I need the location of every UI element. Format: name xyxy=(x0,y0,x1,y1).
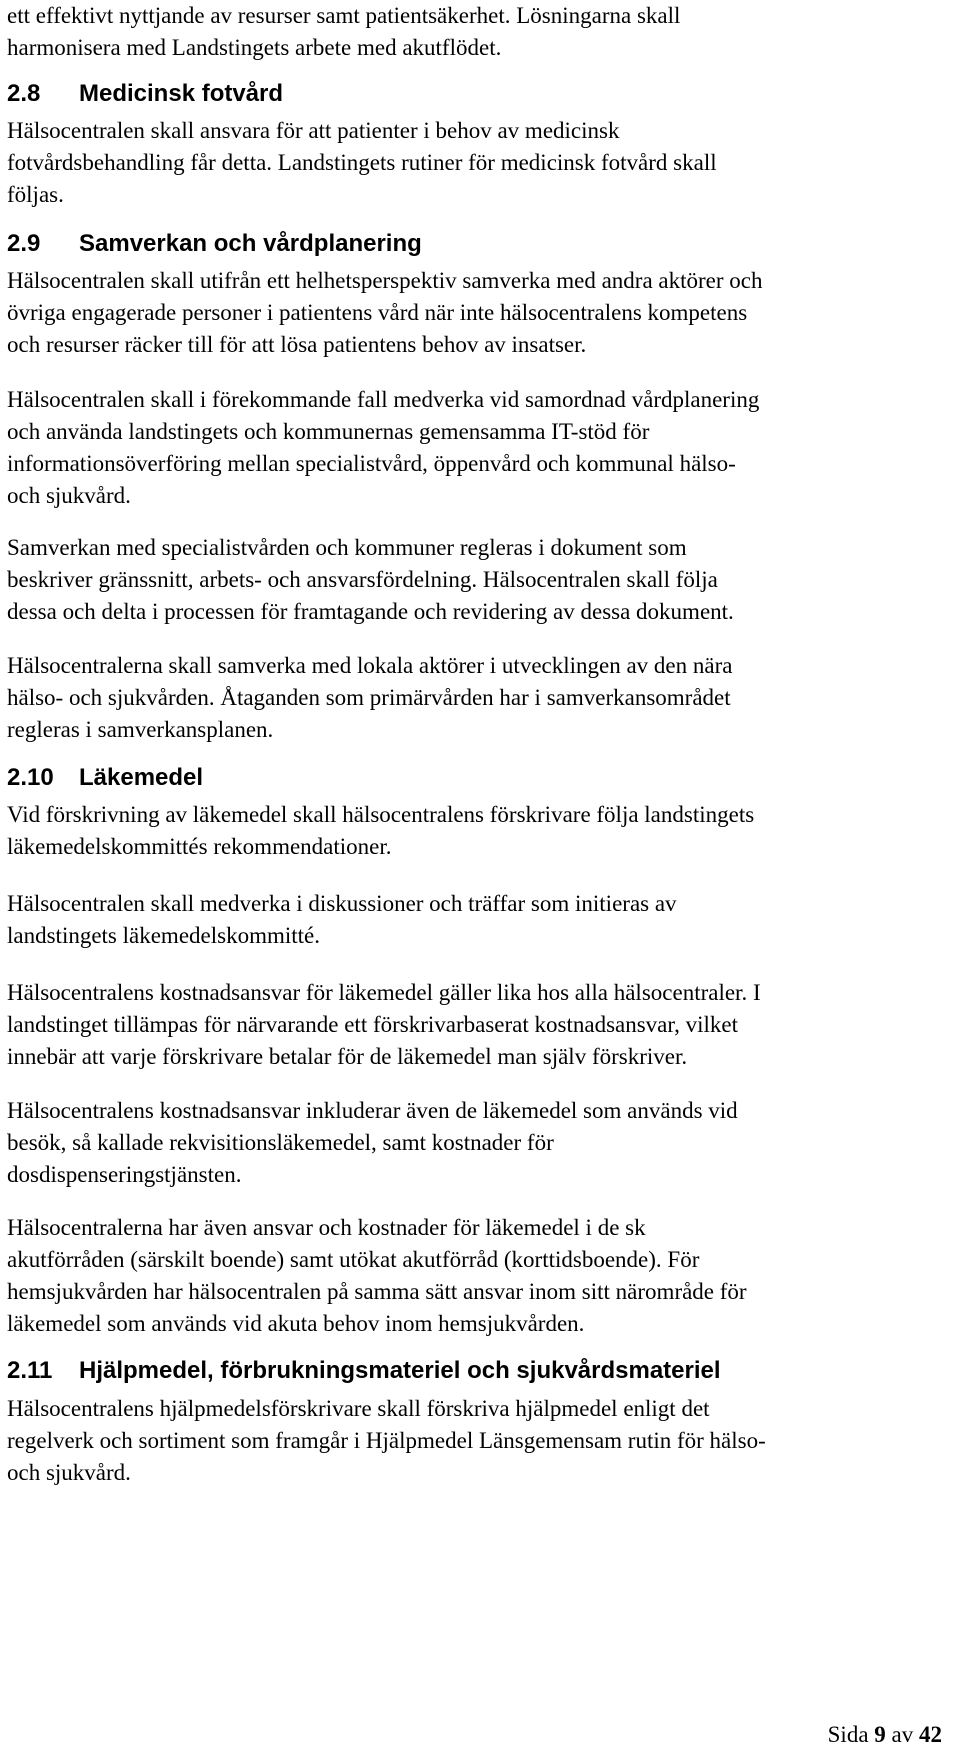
text-line: ett effektivt nyttjande av resurser samt patientsäkerhet. Lösningarna skall xyxy=(7,3,681,28)
text-line: hemsjukvården har hälsocentralen på samma sätt ansvar inom sitt närområde för xyxy=(7,1279,747,1304)
intro-paragraph xyxy=(7,0,947,64)
text-line: dosdispenseringstjänsten. xyxy=(7,1162,242,1187)
text-line: Hälsocentralerna har även ansvar och kostnader för läkemedel i de sk xyxy=(7,1215,646,1240)
page-current: 9 xyxy=(874,1722,886,1747)
section-number: 2.10 xyxy=(7,764,54,791)
text-line: läkemedel som används vid akuta behov inom hemsjukvården. xyxy=(7,1311,585,1336)
text-line: Vid förskrivning av läkemedel skall hälsocentralens förskrivare följa landstingets xyxy=(7,802,755,827)
text-line: fotvårdsbehandling får detta. Landstingets rutiner för medicinsk fotvård skall xyxy=(7,150,717,175)
section-title: Hjälpmedel, förbrukningsmateriel och sjukvårdsmateriel xyxy=(79,1357,721,1384)
paragraph xyxy=(7,1393,947,1489)
text-line: besök, så kallade rekvisitionsläkemedel, samt kostnader för xyxy=(7,1130,554,1155)
section-heading-2-9 xyxy=(7,229,947,259)
text-line: akutförråden (särskilt boende) samt utökat akutförråd (korttidsboende). För xyxy=(7,1247,700,1272)
paragraph xyxy=(7,532,947,628)
section-number: 2.9 xyxy=(7,230,41,257)
text-line: Hälsocentralen skall utifrån ett helhetsperspektiv samverka med andra aktörer och xyxy=(7,268,763,293)
text-line: hälso- och sjukvården. Åtaganden som primärvården har i samverkansområdet xyxy=(7,685,731,710)
text-line: Hälsocentralen skall ansvara för att patienter i behov av medicinsk xyxy=(7,118,620,143)
text-line: Hälsocentralens kostnadsansvar för läkemedel gäller lika hos alla hälsocentraler. I xyxy=(7,980,761,1005)
page-number-footer xyxy=(828,1719,942,1751)
text-line: Hälsocentralen skall i förekommande fall medverka vid samordnad vårdplanering xyxy=(7,387,760,412)
page-total: 42 xyxy=(919,1722,942,1747)
text-line: och använda landstingets och kommunernas gemensamma IT-stöd för xyxy=(7,419,650,444)
text-line: och sjukvård. xyxy=(7,483,131,508)
section-number: 2.11 xyxy=(7,1357,53,1384)
section-heading-2-8 xyxy=(7,79,947,109)
text-line: harmonisera med Landstingets arbete med akutflödet. xyxy=(7,35,502,60)
text-line: dessa och delta i processen för framtagande och revidering av dessa dokument. xyxy=(7,599,734,624)
paragraph xyxy=(7,1212,947,1340)
paragraph xyxy=(7,384,947,512)
text-line: regelverk och sortiment som framgår i Hjälpmedel Länsgemensam rutin för hälso- xyxy=(7,1428,766,1453)
paragraph xyxy=(7,888,947,952)
section-title: Medicinsk fotvård xyxy=(79,80,284,107)
text-line: regleras i samverkansplanen. xyxy=(7,717,274,742)
text-line: Hälsocentralens hjälpmedelsförskrivare skall förskriva hjälpmedel enligt det xyxy=(7,1396,710,1421)
text-line: landstinget tillämpas för närvarande ett förskrivarbaserat kostnadsansvar, vilket xyxy=(7,1012,739,1037)
of-label: av xyxy=(891,1722,914,1747)
text-line: innebär att varje förskrivare betalar för de läkemedel man själv förskriver. xyxy=(7,1044,688,1069)
paragraph xyxy=(7,265,947,361)
paragraph xyxy=(7,1095,947,1191)
text-line: Hälsocentralens kostnadsansvar inkluderar även de läkemedel som används vid xyxy=(7,1098,738,1123)
text-line: och sjukvård. xyxy=(7,1460,131,1485)
paragraph xyxy=(7,115,947,211)
text-line: informationsöverföring mellan specialistvård, öppenvård och kommunal hälso- xyxy=(7,451,736,476)
section-heading-2-11 xyxy=(7,1356,947,1386)
section-heading-2-10 xyxy=(7,763,947,793)
paragraph xyxy=(7,650,947,746)
text-line: läkemedelskommittés rekommendationer. xyxy=(7,834,392,859)
text-line: beskriver gränssnitt, arbets- och ansvarsfördelning. Hälsocentralen skall följa xyxy=(7,567,718,592)
text-line: Hälsocentralen skall medverka i diskussioner och träffar som initieras av xyxy=(7,891,677,916)
text-line: övriga engagerade personer i patientens vård när inte hälsocentralens kompetens xyxy=(7,300,748,325)
text-line: följas. xyxy=(7,182,64,207)
text-line: landstingets läkemedelskommitté. xyxy=(7,923,320,948)
text-line: och resurser räcker till för att lösa patientens behov av insatser. xyxy=(7,332,587,357)
section-title: Läkemedel xyxy=(79,764,204,791)
text-line: Hälsocentralerna skall samverka med lokala aktörer i utvecklingen av den nära xyxy=(7,653,733,678)
section-title: Samverkan och vårdplanering xyxy=(79,230,422,257)
paragraph xyxy=(7,799,947,863)
text-line: Samverkan med specialistvården och kommuner regleras i dokument som xyxy=(7,535,687,560)
page-label: Sida xyxy=(827,1722,869,1747)
section-number: 2.8 xyxy=(7,80,41,107)
paragraph xyxy=(7,977,947,1073)
